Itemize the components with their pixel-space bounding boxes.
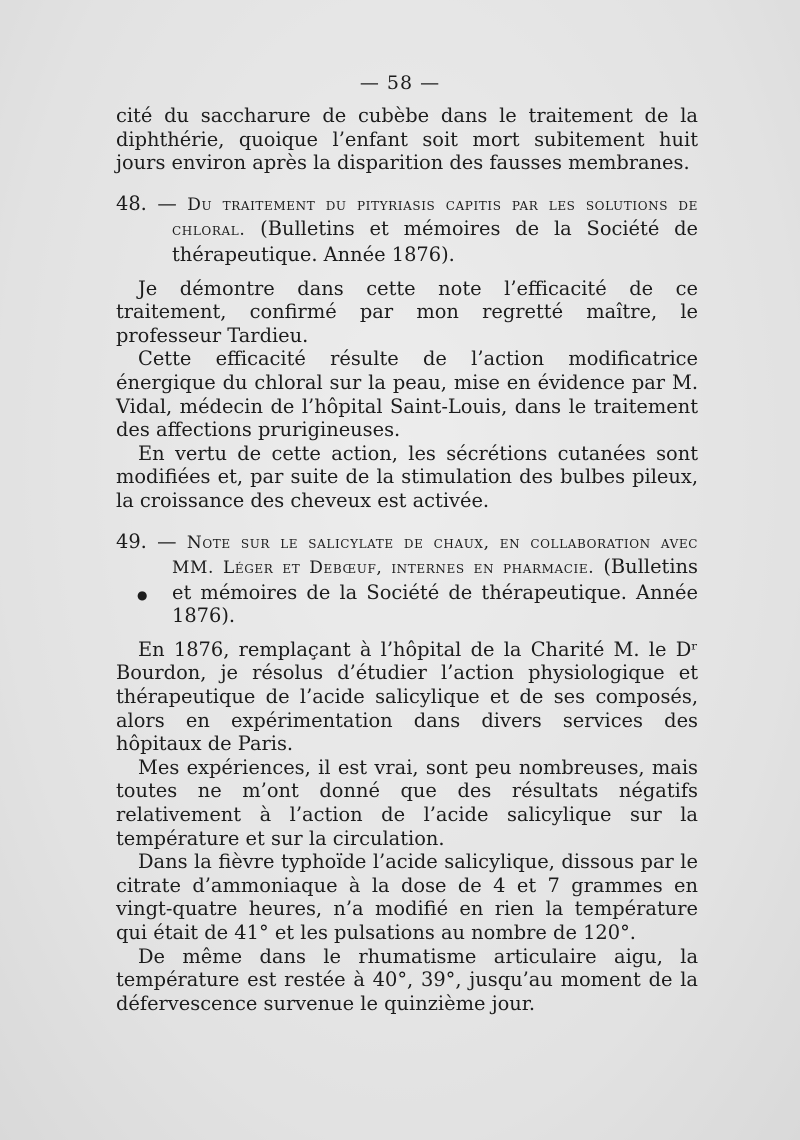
paragraph: Dans la fièvre typhoïde l’acide salicylique, dissous par le citrate d’ammoniaque à la dose de 4 et 7 grammes en vingt-quatre heures, n’a modifié en rien la température qui était de 41° et les pulsations au nombre de 120°.: [116, 850, 698, 944]
entry-49-reference: (Bulletins et mémoires de la Société de thérapeutique. Année 1876).: [172, 555, 698, 628]
entry-48-heading: [116, 192, 698, 267]
paragraph: Je démontre dans cette note l’efficacité de ce traitement, confirmé par mon regretté maître, le professeur Tardieu.: [116, 276, 698, 347]
entry-49-number: 49. —: [116, 529, 187, 553]
ink-dot-mark: ●: [137, 588, 148, 602]
entry-48-number: 48. —: [116, 191, 188, 215]
body-text: [116, 104, 698, 1015]
page-number: — 58 —: [359, 72, 441, 94]
paragraph: De même dans le rhumatisme articulaire aigu, la température est restée à 40°, 39°, jusqu’au moment de la défervescence survenue le quinzième jour.: [116, 944, 698, 1015]
paragraph: Mes expériences, il est vrai, sont peu nombreuses, mais toutes ne m’ont donné que des résultats négatifs relativement à l’action de l’acide salicylique sur la température et sur la circulation.: [116, 755, 698, 850]
paragraph-continuation: cité du saccharure de cubèbe dans le traitement de la diphthérie, quoique l’enfant soit mort subitement huit jours environ après la disparition des fausses membranes.: [116, 104, 698, 175]
entry-49-heading: [116, 530, 698, 628]
paragraph: En vertu de cette action, les sécrétions cutanées sont modifiées et, par suite de la stimulation des bulbes pileux, la croissance des cheveux est activée.: [116, 441, 698, 512]
paragraph: En 1876, remplaçant à l’hôpital de la Charité M. le Dʳ Bourdon, je résolus d’étudier l’action physiologique et thérapeutique de l’acide salicylique et de ses composés, alors en expérimentation dans divers services des hôpitaux de Paris.: [116, 637, 698, 756]
entry-48-reference: (Bulletins et mémoires de la Société de thérapeutique. Année 1876).: [172, 217, 698, 266]
entry-48-title: Du traitement du pityriasis capitis par les solutions de chloral.: [172, 194, 698, 241]
paragraph: Cette efficacité résulte de l’action modificatrice énergique du chloral sur la peau, mise en évidence par M. Vidal, médecin de l’hôpital Saint-Louis, dans le traitement des affections prurigineuses.: [116, 347, 698, 442]
entry-49-title: Note sur le salicylate de chaux, en collaboration avec MM. Léger et Debœuf, internes en pharmacie.: [172, 532, 698, 579]
